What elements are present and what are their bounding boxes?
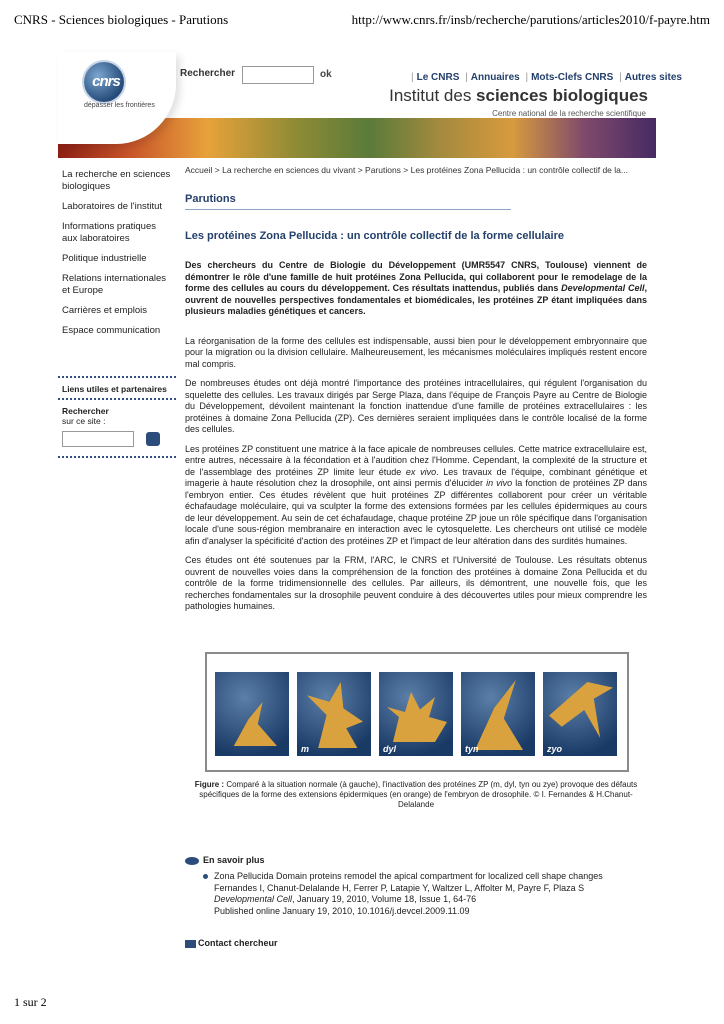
paragraph-4: Ces études ont été soutenues par la FRM, l'ARC, le CNRS et l'Université de Toulouse. Les résultats obtenus ouvrent de nouvelles voies dans la compréhension de la fonction des protéines à domaine Zona Pellucida et du contrôle de la forme tridimensionnelle des cellules. Par ailleurs, ils démontrent, une nouvelle fois, que les recherches fondamentales sur la drosophile peuvent conduire à des découvertes utiles pour mieux comprendre les pathologies humaines. <box>185 555 647 611</box>
contact-researcher[interactable]: Contact chercheur <box>185 938 278 948</box>
nav-autres-sites[interactable]: Autres sites <box>624 72 682 83</box>
links-title[interactable]: Liens utiles et partenaires <box>62 384 167 394</box>
reference-title[interactable]: Zona Pellucida Domain proteins remodel the apical compartment for localized cell shape changes <box>214 871 603 881</box>
more-info-title: En savoir plus <box>185 855 647 865</box>
search-go-icon[interactable] <box>146 432 160 446</box>
institute-title: Institut des sciences biologiques <box>389 86 648 105</box>
figure-caption: Figure : Comparé à la situation normale (à gauche), l'inactivation des protéines ZP (m, dyl, tyn ou zye) provoque des défauts spécifiques de la forme des extensions épidermiques (en orange) de l'embryon de drosophile. © I. Fernandes & H.Chanut-Delalande <box>194 780 638 809</box>
nav-mots-clefs[interactable]: Mots-Clefs CNRS <box>531 72 614 83</box>
top-nav: | Le CNRS | Annuaires | Mots-Clefs CNRS | Autres sites <box>411 72 682 83</box>
breadcrumb[interactable]: Accueil > La recherche en sciences du vivant > Parutions > Les protéines Zona Pellucida : un contrôle collectif de la... <box>185 165 628 175</box>
sidebar-item-carrieres[interactable]: Carrières et emplois <box>62 305 147 316</box>
more-info <box>185 855 647 917</box>
sidebar-item-relations[interactable]: Relations internationales et Europe <box>62 273 167 296</box>
figure-panel-wildtype <box>215 672 289 756</box>
site-search-subtitle: sur ce site : <box>62 416 106 426</box>
eye-icon <box>185 857 199 865</box>
article-lead: Des chercheurs du Centre de Biologie du Développement (UMR5547 CNRS, Toulouse) viennent de démontrer le rôle d'une famille de huit protéines Zona Pellucida, qui collaborent pour le remodelage de la forme des cellules au cours du développement. Ces résultats inattendus, publiés dans Developmental Cell, ouvrent de nouvelles perspectives fondamentales et biomédicales, les protéines ZP étant impliquées dans plusieurs maladies génétiques et cancers. <box>185 260 647 316</box>
search-input[interactable] <box>242 66 314 84</box>
paragraph-1: La réorganisation de la forme des cellules est indispensable, aussi bien pour le développement embryonnaire que pour la migration ou la division cellulaire. Malheureusement, les mécanismes moléculaires impliqués restent encore mal compris. <box>185 335 647 369</box>
nav-annuaires[interactable]: Annuaires <box>470 72 520 83</box>
site-banner <box>58 52 682 158</box>
site-search-input[interactable] <box>62 431 134 447</box>
divider <box>58 456 176 458</box>
reference-online: Published online January 19, 2010, 10.1016/j.devcel.2009.11.09 <box>214 905 470 916</box>
divider <box>58 376 176 378</box>
sidebar-item-recherche[interactable]: La recherche en sciences biologiques <box>62 169 171 192</box>
paragraph-3: Les protéines ZP constituent une matrice à la face apicale de nombreuses cellules. Cette matrice extracellulaire est, entre autres, nécessaire à la fécondation et à l'audition chez l'Homme. Cependant, la complexité de la structure et de l'assemblage des protéines ZP limite leur étude ex vivo. Les travaux de l'équipe, combinant génétique et imagerie à haute résolution chez la drosophile, ont ainsi permis d'élucider in vivo la fonction de protéines ZP dans l'embryon entier. Ces études révèlent que huit protéines ZP différentes collaborent pour créer un véritable échafaudage moléculaire, qui va sculpter la forme des extensions formées par les cellules épidermiques au cours de leur développement. Au sein de cet échafaudage, chaque protéine ZP joue un rôle spécifique dans l'organisation locale d'une sous-région membranaire en interaction avec le cytosquelette. Les chercheurs ont utilisé ce modèle afin d'analyser la spécificité d'action des protéines ZP et l'impact de leur altération dans des surdités humaines. <box>185 443 648 546</box>
reference <box>203 871 647 917</box>
print-page-number: 1 sur 2 <box>14 995 47 1009</box>
sidebar-item-infos-pratiques[interactable]: Informations pratiques aux laboratoires <box>62 221 156 244</box>
mail-icon <box>185 940 196 948</box>
sidebar-links <box>58 376 176 458</box>
figure-panel-dyl: dyl <box>379 672 453 756</box>
sidebar-item-laboratoires[interactable]: Laboratoires de l'institut <box>62 201 163 212</box>
sidebar-item-communication[interactable]: Espace communication <box>62 325 161 336</box>
figure-panel-zyo: zyo <box>543 672 617 756</box>
nav-le-cnrs[interactable]: Le CNRS <box>416 72 460 83</box>
figure-panel-tyn: tyn <box>461 672 535 756</box>
section-title: Parutions <box>185 193 511 210</box>
article-title: Les protéines Zona Pellucida : un contrôle collectif de la forme cellulaire <box>185 230 564 242</box>
search-label: Rechercher <box>180 68 236 79</box>
figure-panel-m: m <box>297 672 371 756</box>
institute-subtitle: Centre national de la recherche scientifique <box>492 109 646 118</box>
paragraph-2: De nombreuses études ont déjà montré l'importance des protéines intracellulaires, qui régulent l'organisation du squelette des cellules. Les travaux dirigés par Serge Plaza, dans l'équipe de François Payre au Centre de Biologie du Développement, dévoilent maintenant la fonction inattendue d'une famille de protéines extracellulaires : les protéines à domaine Zona Pellucida (ZP). Ces dernières seraient impliquées dans le contrôle localisé de la forme des cellules. <box>185 378 647 434</box>
search-ok-button[interactable]: ok <box>320 69 332 80</box>
sidebar-item-politique[interactable]: Politique industrielle <box>62 253 147 264</box>
print-title: CNRS - Sciences biologiques - Parutions <box>14 12 229 27</box>
site-search-title: Rechercher <box>62 406 109 416</box>
main-content <box>185 165 647 613</box>
bullet-icon <box>203 874 208 879</box>
reference-authors: Fernandes I, Chanut-Delalande H, Ferrer P, Latapie Y, Waltzer L, Affolter M, Payre F, Plaza S <box>214 882 585 893</box>
print-url: http://www.cnrs.fr/insb/recherche/parutions/articles2010/f-payre.htm <box>351 12 710 27</box>
reference-journal: Developmental Cell, January 19, 2010, Volume 18, Issue 1, 64-76 <box>214 894 477 904</box>
logo-text: cnrs <box>92 73 120 90</box>
figure-image <box>205 652 629 772</box>
sidebar-menu <box>58 142 176 341</box>
logo-tagline: dépasser les frontières <box>84 102 155 109</box>
